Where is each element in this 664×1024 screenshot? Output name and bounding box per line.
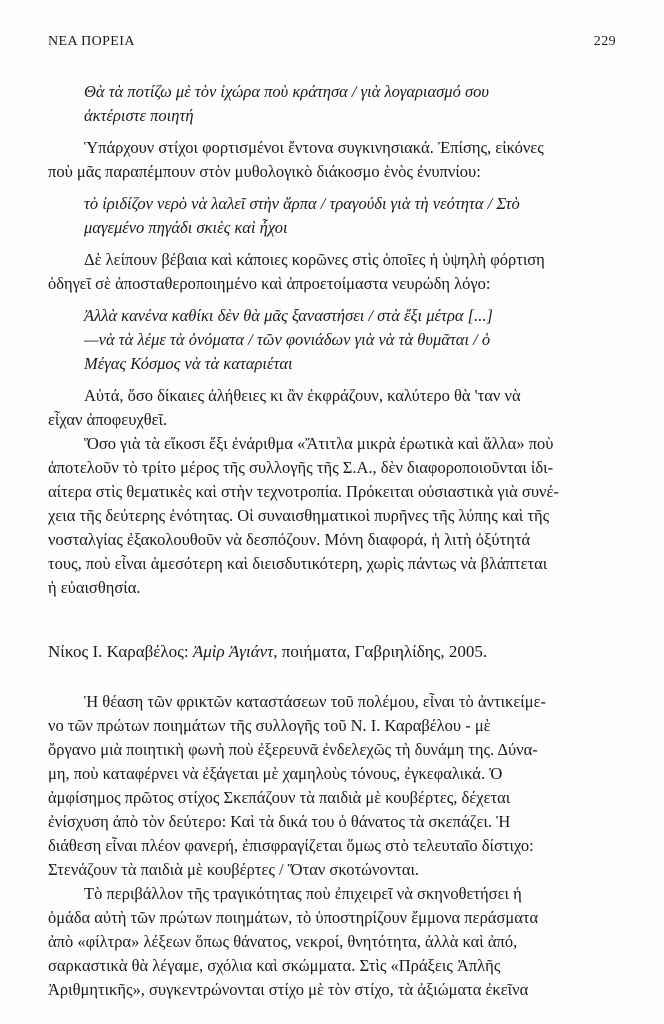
- text-line: διάθεση εἶναι πλέον φανερή, ἐπισφραγίζεται ὅμως στὸ τελευταῖο δίστιχο:: [48, 836, 534, 855]
- text-line: αίτερα στὶς θεματικὲς καὶ στὴν τεχνοτροπία. Πρόκειται οὐσιαστικὰ γιὰ συνέ-: [48, 482, 559, 501]
- quote-block-3: [48, 304, 576, 376]
- text-line: ποὺ μᾶς παραπέμπουν στὸν μυθολογικὸ διάκοσμο ἑνὸς ἐνυπνίου:: [48, 162, 481, 181]
- paragraph-3: [48, 384, 576, 432]
- text-line: ἡ εὐαισθησία.: [48, 578, 141, 597]
- quote-line: —νὰ τὰ λέμε τὰ ὀνόματα / τῶν φονιάδων γιὰ νὰ τὰ θυμᾶται / ὁ: [84, 330, 491, 349]
- running-title: ΝΕΑ ΠΟΡΕΙΑ: [48, 34, 135, 49]
- review-author: Νίκος Ι. Καραβέλος:: [48, 642, 193, 661]
- text-line: μη, ποὺ καταφέρνει νὰ ἐξάγεται μὲ χαμηλοὺς τόνους, ἐγκεφαλικά. Ὁ: [48, 764, 503, 783]
- text-line: τους, ποὺ εἶναι ἀμεσότερη καὶ διεισδυτικότερη, χωρὶς πάντως νὰ βλάπτεται: [48, 554, 548, 573]
- text-line: νο τῶν πρώτων ποιημάτων τῆς συλλογῆς τοῦ Ν. Ι. Καραβέλου - μὲ: [48, 716, 491, 735]
- text-line: Ἀριθμητικῆς», συγκεντρώνονται στίχο μὲ τὸν στίχο, τὰ ἀξιώματα ἐκεῖνα: [48, 980, 529, 999]
- text-line: Ὅσο γιὰ τὰ εἴκοσι ἔξι ἐνάριθμα «Ἄτιτλα μικρὰ ἐρωτικὰ καὶ ἄλλα» ποὺ: [84, 434, 554, 453]
- text-line: ὁδηγεῖ σὲ ἀποσταθεροποιημένο καὶ ἀπροετοίμαστα νευρώδη λόγο:: [48, 274, 491, 293]
- text-line: Τὸ περιβάλλον τῆς τραγικότητας ποὺ ἐπιχειρεῖ νὰ σκηνοθετήσει ἡ: [84, 884, 522, 903]
- text-line: ὄργανο μιὰ ποιητικὴ φωνὴ ποὺ ἐξερευνᾶ ἐνδελεχῶς τὴ δυνάμη της. Δύνα-: [48, 740, 538, 759]
- paragraph-5: [48, 690, 576, 882]
- review-heading: [48, 640, 576, 664]
- page-number: 229: [593, 34, 616, 49]
- page-header: [48, 34, 616, 54]
- paragraph-2: [48, 248, 576, 296]
- paragraph-1: [48, 136, 576, 184]
- text-line: Αὐτά, ὅσο δίκαιες ἀλήθειες κι ἂν ἐκφράζουν, καλύτερο θὰ 'ταν νὰ: [84, 386, 521, 405]
- quote-block-2: [48, 192, 576, 240]
- text-line: ὁμάδα αὐτὴ τῶν πρώτων ποιημάτων, τὸ ὑποστηρίζουν ἔμμονα περάσματα: [48, 908, 539, 927]
- text-line: Δὲ λείπουν βέβαια καὶ κάποιες κορῶνες στὶς ὁποῖες ἡ ὑψηλὴ φόρτιση: [84, 250, 545, 269]
- quote-line: τὸ ἰριδίζον νερὸ νὰ λαλεῖ στὴν ἅρπα / τραγούδι γιὰ τὴ νεότητα / Στὸ: [84, 194, 520, 213]
- quote-line: Ἀλλὰ κανένα καθίκι δὲν θὰ μᾶς ξαναστήσει / στὰ ἔξι μέτρα [...]: [84, 306, 493, 325]
- review-book-title: Ἀμὶρ Ἀγιάντ: [192, 642, 274, 661]
- quote-line: ἀκτέριστε ποιητή: [84, 106, 194, 125]
- text-line: Στενάζουν τὰ παιδιὰ μὲ κουβέρτες / Ὅταν σκοτώνονται.: [48, 860, 420, 879]
- quote-line: μαγεμένο πηγάδι σκιὲς καὶ ἦχοι: [84, 218, 288, 237]
- quote-line: Θὰ τὰ ποτίζω μὲ τὸν ἰχώρα ποὺ κράτησα / γιὰ λογαριασμό σου: [84, 82, 489, 101]
- text-line: ἀμφίσημος πρῶτος στίχος Σκεπάζουν τὰ παιδιὰ μὲ κουβέρτες, δέχεται: [48, 788, 511, 807]
- text-line: ἐνίσχυση ἀπὸ τὸν δεύτερο: Καὶ τὰ δικά του ὁ θάνατος τὰ σκεπάζει. Ἡ: [48, 812, 511, 831]
- paragraph-6: [48, 882, 576, 1002]
- review-publication-info: , ποιήματα, Γαβριηλίδης, 2005.: [273, 642, 488, 661]
- quote-line: Μέγας Κόσμος νὰ τὰ καταριέται: [84, 354, 293, 373]
- text-line: νοσταλγίας ἐξακολουθοῦν νὰ δεσπόζουν. Μόνη διαφορά, ἡ λιτὴ ὀξύτητά: [48, 530, 531, 549]
- text-line: εἶχαν ἀποφευχθεῖ.: [48, 410, 168, 429]
- text-line: ἀπὸ «φίλτρα» λέξεων ὅπως θάνατος, νεκροί, θνητότητα, ἀλλὰ καὶ ἀπό,: [48, 932, 518, 951]
- text-line: χεια τῆς δεύτερης ἑνότητας. Οἱ συναισθηματικοὶ πυρῆνες τῆς λύπης καὶ τῆς: [48, 506, 550, 525]
- paragraph-4: [48, 432, 576, 600]
- page-body: [48, 80, 576, 1002]
- quote-block-1: [48, 80, 576, 128]
- text-line: ἀποτελοῦν τὸ τρίτο μέρος τῆς συλλογῆς τῆς Σ.Α., δὲν διαφοροποιοῦνται ἰδι-: [48, 458, 554, 477]
- text-line: Ὑπάρχουν στίχοι φορτισμένοι ἔντονα συγκινησιακά. Ἐπίσης, εἰκόνες: [84, 138, 544, 157]
- text-line: Ἡ θέαση τῶν φρικτῶν καταστάσεων τοῦ πολέμου, εἶναι τὸ ἀντικείμε-: [84, 692, 546, 711]
- text-line: σαρκαστικὰ θὰ λέγαμε, σχόλια καὶ σκώμματα. Στὶς «Πράξεις Ἁπλῆς: [48, 956, 501, 975]
